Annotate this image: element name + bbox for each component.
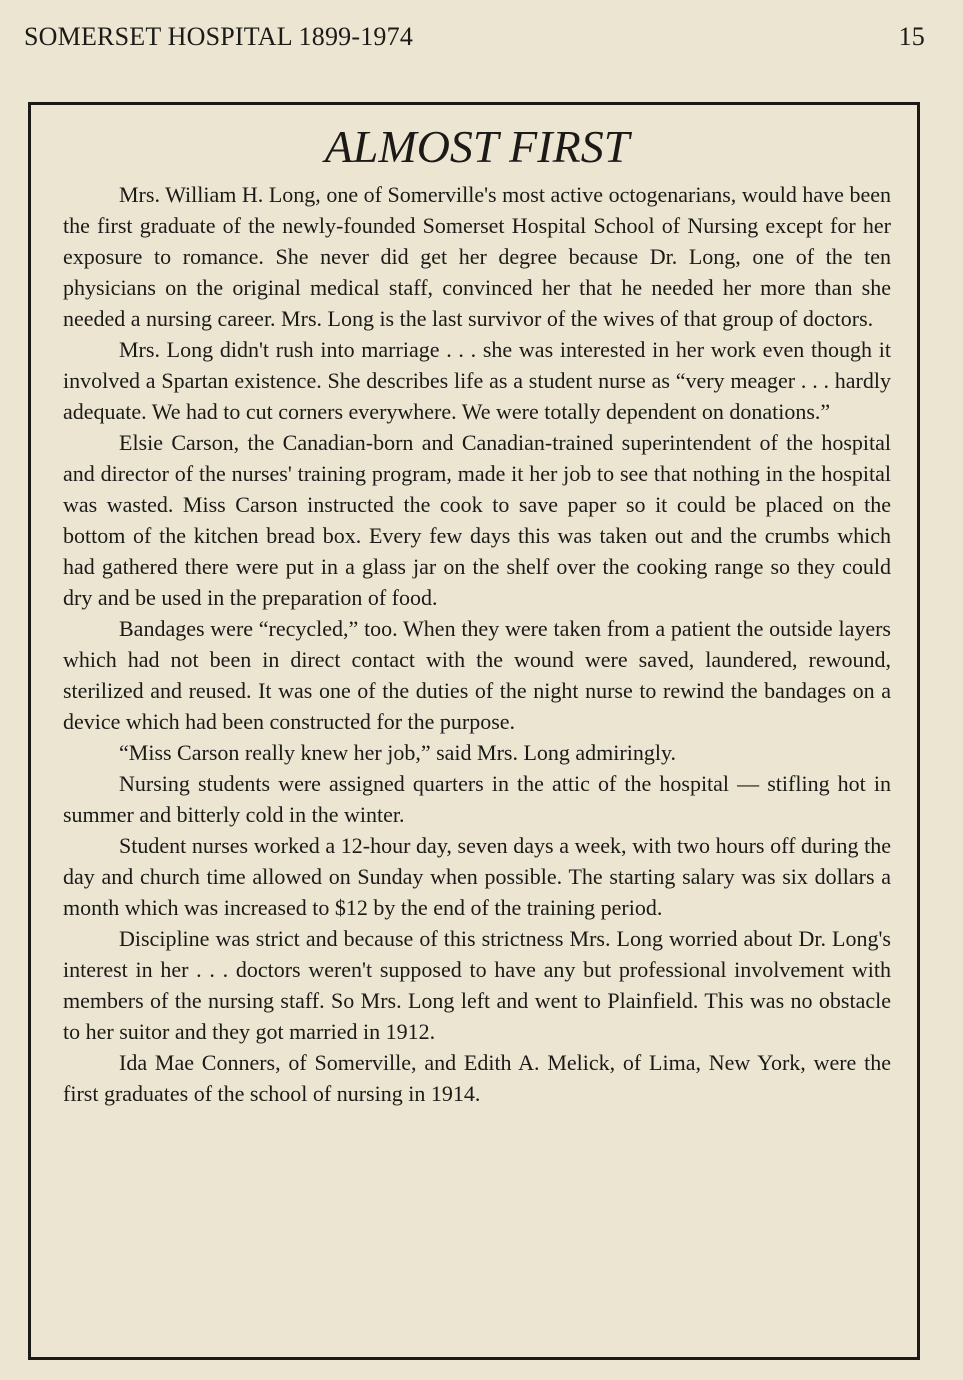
running-header bbox=[24, 22, 925, 58]
paragraph: Elsie Carson, the Canadian-born and Canadian-trained superintendent of the hospital and director of the nurses' training program, made it her job to see that nothing in the hospital was wasted. Miss Carson instructed the cook to save paper so it could be placed on the bottom of the kitchen bread box. Every few days this was taken out and the crumbs which had gathered there were put in a glass jar on the shelf over the cooking range so they could dry and be used in the preparation of food. bbox=[63, 430, 891, 610]
article-title: ALMOST FIRST bbox=[324, 121, 630, 172]
paragraph: Discipline was strict and because of this strictness Mrs. Long worried about Dr. Long's interest in her . . . doctors weren't supposed to have any but professional involvement with members of the nursing staff. So Mrs. Long left and went to Plainfield. This was no obstacle to her suitor and they got married in 1912. bbox=[63, 926, 891, 1044]
running-title: SOMERSET HOSPITAL 1899-1974 bbox=[24, 22, 414, 51]
article-body bbox=[63, 179, 891, 1109]
paragraph: Nursing students were assigned quarters in the attic of the hospital — stifling hot in summer and bitterly cold in the winter. bbox=[63, 771, 891, 827]
paragraph: Mrs. William H. Long, one of Somerville's most active octogenarians, would have been the first graduate of the newly-founded Somerset Hospital School of Nursing except for her exposure to romance. She never did get her degree because Dr. Long, one of the ten physicians on the original medical staff, convinced her that he needed her more than she needed a nursing career. Mrs. Long is the last survivor of the wives of that group of doctors. bbox=[63, 182, 891, 331]
paragraph: “Miss Carson really knew her job,” said Mrs. Long admiringly. bbox=[119, 740, 677, 765]
paragraph: Bandages were “recycled,” too. When they were taken from a patient the outside layers which had not been in direct contact with the wound were saved, laundered, rewound, sterilized and reused. It was one of the duties of the night nurse to rewind the bandages on a device which had been constructed for the purpose. bbox=[63, 616, 891, 734]
paragraph: Student nurses worked a 12-hour day, seven days a week, with two hours off during the day and church time allowed on Sunday when possible. The starting salary was six dollars a month which was increased to $12 by the end of the training period. bbox=[63, 833, 891, 920]
page-number: 15 bbox=[898, 22, 925, 51]
article-box bbox=[28, 102, 920, 1360]
paragraph: Ida Mae Conners, of Somerville, and Edith A. Melick, of Lima, New York, were the first graduates of the school of nursing in 1914. bbox=[63, 1050, 891, 1106]
paragraph: Mrs. Long didn't rush into marriage . . . she was interested in her work even though it involved a Spartan existence. She describes life as a student nurse as “very meager . . . hardly adequate. We had to cut corners everywhere. We were totally dependent on donations.” bbox=[63, 337, 891, 424]
